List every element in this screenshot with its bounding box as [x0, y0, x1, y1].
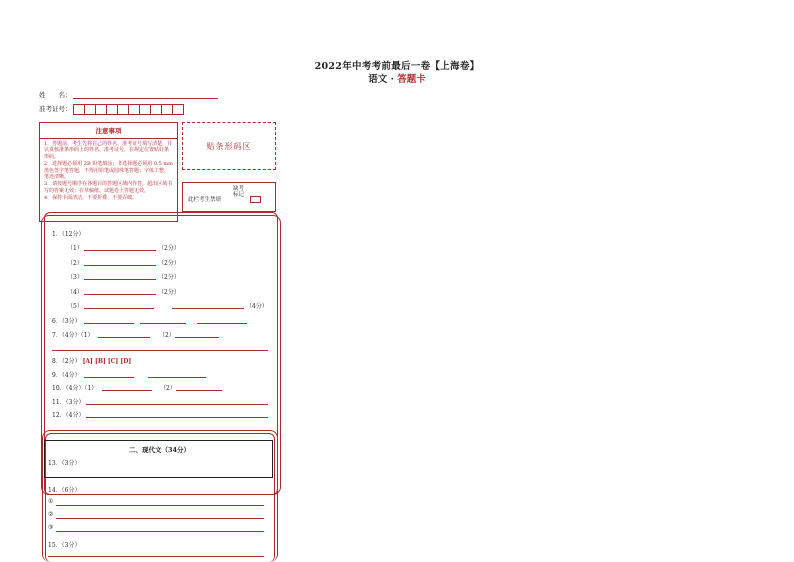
- question-10: 10．（4分）（1）: [52, 385, 98, 392]
- question-9: 9．（4分）: [52, 372, 81, 379]
- question-13: 13．（3分）: [48, 460, 81, 467]
- score: （2分）: [158, 245, 180, 252]
- id-label: 准考证号：: [39, 105, 72, 113]
- barcode-label: 贴条形码区: [206, 141, 252, 151]
- section-2-title: 二、现代文（34分）: [128, 446, 191, 454]
- page-title: 2022年中考考前最后一卷【上海卷】: [314, 61, 480, 72]
- answer-line[interactable]: [84, 377, 134, 378]
- name-field[interactable]: [73, 98, 218, 99]
- question-1-3: （3）: [67, 274, 83, 281]
- notice-item: 2．选择题必须用 2B 铅笔填涂；非选择题必须用 0.5 mm 黑色签字笔答题，不得用铅笔或圆珠笔答题；字体工整、笔迹清晰。: [44, 161, 173, 181]
- answer-line[interactable]: [52, 350, 268, 351]
- question-1-2: （2）: [67, 260, 83, 267]
- answer-line[interactable]: [84, 308, 154, 309]
- answer-line[interactable]: [176, 390, 222, 391]
- answer-line[interactable]: [197, 323, 247, 324]
- name-label: 姓 名：: [39, 91, 72, 99]
- question-11: 11．（3分）: [52, 399, 85, 406]
- answer-line[interactable]: [86, 417, 268, 418]
- score: （2分）: [158, 289, 180, 296]
- absent-checkbox[interactable]: [250, 196, 261, 203]
- answer-line[interactable]: [172, 308, 244, 309]
- answer-line[interactable]: [84, 323, 134, 324]
- notice-item: 1．答题前，考生先将自己的姓名、准考证号填写清楚，并认真核准条形码上的姓名、准考证号，在规定位置贴好条形码。: [44, 141, 173, 160]
- question-8-label: 8．（2分）: [52, 358, 81, 365]
- question-15: 15．（3分）: [48, 542, 81, 549]
- question-14-1: ①: [48, 498, 54, 505]
- card-label: 答题卡: [397, 74, 426, 85]
- answer-line[interactable]: [84, 265, 156, 266]
- absent-mark-line1: 缺考: [233, 186, 245, 192]
- question-10-2: （2）: [160, 385, 176, 392]
- question-1-1: （1）: [67, 245, 83, 252]
- barcode-area: [182, 122, 276, 170]
- score: （2分）: [158, 260, 180, 267]
- answer-line[interactable]: [84, 279, 156, 280]
- answer-line[interactable]: [84, 294, 156, 295]
- answer-line[interactable]: [56, 518, 264, 519]
- question-8-options[interactable]: [A] [B] [C] [D]: [82, 358, 132, 365]
- notice-divider: [40, 138, 177, 139]
- page-subtitle: [0, 71, 794, 85]
- question-8: [52, 356, 131, 365]
- question-6: 6．（3分）: [52, 318, 81, 325]
- question-1-5: （5）: [67, 303, 83, 310]
- answer-line[interactable]: [52, 430, 268, 431]
- answer-line[interactable]: [86, 404, 268, 405]
- notice-title: 注意事项: [95, 127, 122, 135]
- answer-line[interactable]: [48, 556, 264, 557]
- notice-box: [39, 122, 178, 222]
- absent-mark-line2: 标记: [233, 192, 245, 198]
- question-14: 14．（6分）: [48, 487, 81, 494]
- score: （4分）: [246, 303, 268, 310]
- answer-line[interactable]: [148, 377, 206, 378]
- answer-line[interactable]: [84, 250, 156, 251]
- id-number-boxes[interactable]: [73, 104, 183, 115]
- id-box[interactable]: [172, 104, 184, 115]
- question-12: 12．（4分）: [52, 412, 85, 419]
- question-7: 7．（4分）（1）: [52, 332, 94, 339]
- answer-line[interactable]: [56, 505, 264, 506]
- subject-label: 语文: [368, 74, 388, 85]
- answer-line[interactable]: [102, 390, 152, 391]
- question-1: 1．（12分）: [52, 231, 85, 238]
- question-14-3: ③: [48, 524, 54, 531]
- absent-mark-label: [233, 186, 244, 198]
- question-14-2: ②: [48, 511, 54, 518]
- separator: ·: [390, 74, 394, 85]
- answer-line[interactable]: [56, 531, 264, 532]
- absent-text: 此栏考生禁填: [188, 197, 222, 203]
- score: （2分）: [158, 274, 180, 281]
- notice-item: 4．保持卡面清洁，不要折叠、不要弄破。: [44, 195, 138, 202]
- question-7-2: （2）: [159, 332, 175, 339]
- answer-line[interactable]: [98, 337, 150, 338]
- notice-item: 3．请按题号顺序在各题目的答题区域内作答，超出区域书写的答案无效；在草稿纸、试题卷上答题无效。: [44, 181, 173, 194]
- answer-line[interactable]: [140, 323, 186, 324]
- answer-line[interactable]: [175, 337, 219, 338]
- question-1-4: （4）: [67, 289, 83, 296]
- absent-box: [182, 182, 276, 212]
